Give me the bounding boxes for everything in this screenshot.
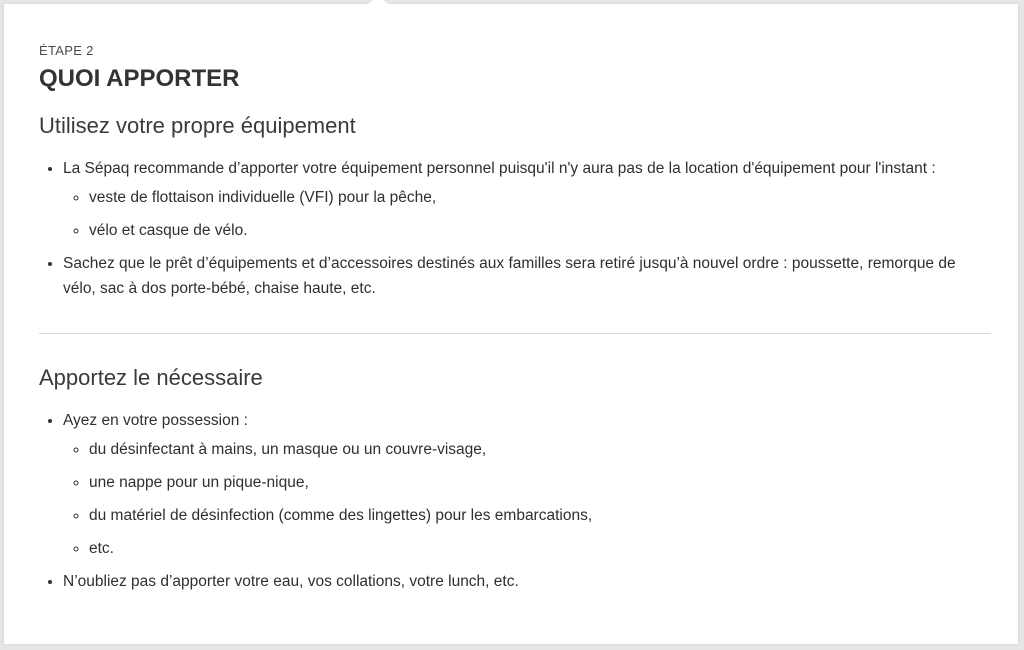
equipment-list	[39, 156, 991, 301]
step-card	[4, 4, 1018, 644]
necessities-sublist	[63, 437, 991, 561]
necessities-heading: Apportez le nécessaire	[39, 365, 263, 390]
necessities-list	[39, 408, 991, 594]
equipment-heading: Utilisez votre propre équipement	[39, 113, 356, 138]
list-item: • Sachez que le prêt d’équipements et d’accessoires destinés aux familles sera retiré jusqu’à nouvel ordre : poussette, remorque de vélo, sac à dos porte-bébé, chaise haute, etc.	[63, 251, 991, 301]
list-item: ◦ veste de flottaison individuelle (VFI) pour la pêche,	[89, 185, 991, 210]
list-item: ◦ du matériel de désinfection (comme des lingettes) pour les embarcations,	[89, 503, 991, 528]
list-item: ◦ etc.	[89, 536, 991, 561]
list-item	[63, 408, 991, 561]
card-content	[39, 42, 991, 602]
equipment-sublist	[63, 185, 991, 243]
list-item: ◦ du désinfectant à mains, un masque ou un couvre-visage,	[89, 437, 991, 462]
list-item: ◦ vélo et casque de vélo.	[89, 218, 991, 243]
list-item-text: La Sépaq recommande d’apporter votre équipement personnel puisqu'il n'y aura pas de la location d'équipement pour l'instant :	[63, 160, 936, 177]
list-item: ◦ une nappe pour un pique-nique,	[89, 470, 991, 495]
list-item: • N’oubliez pas d’apporter votre eau, vos collations, votre lunch, etc.	[63, 569, 991, 594]
list-item-text: Ayez en votre possession :	[63, 412, 248, 429]
card-pointer-notch	[360, 0, 396, 9]
section-divider	[39, 333, 991, 334]
section-title: QUOI APPORTER	[39, 65, 240, 92]
list-item	[63, 156, 991, 243]
step-label: ÉTAPE 2	[39, 43, 94, 58]
